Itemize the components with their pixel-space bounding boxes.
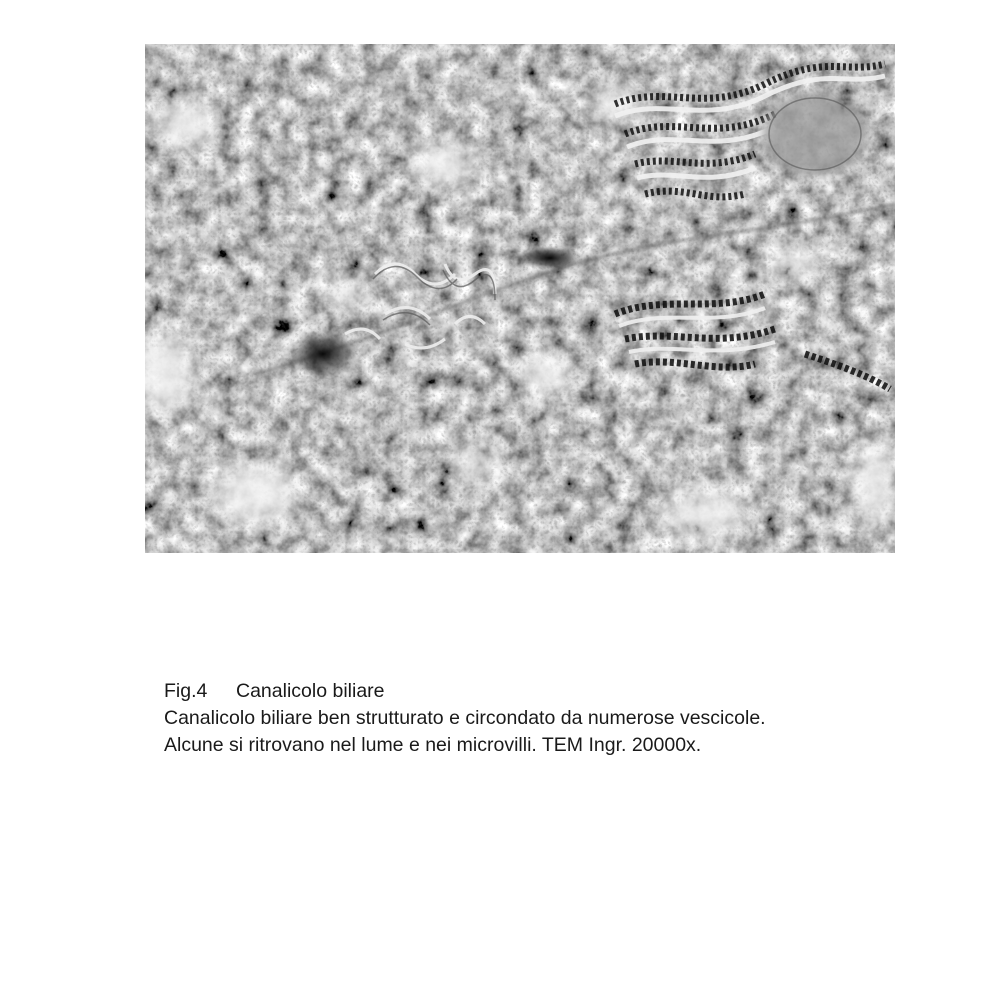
figure-title: Canalicolo biliare bbox=[236, 680, 385, 702]
figure-description-line-1: Canalicolo biliare ben strutturato e circondato da numerose vescicole. bbox=[164, 707, 766, 729]
tem-micrograph bbox=[145, 44, 895, 553]
figure-heading bbox=[164, 678, 924, 705]
figure-caption bbox=[164, 678, 924, 759]
figure-description-line-2: Alcune si ritrovano nel lume e nei microvilli. TEM Ingr. 20000x. bbox=[164, 734, 702, 756]
figure-label: Fig.4 bbox=[164, 680, 208, 702]
